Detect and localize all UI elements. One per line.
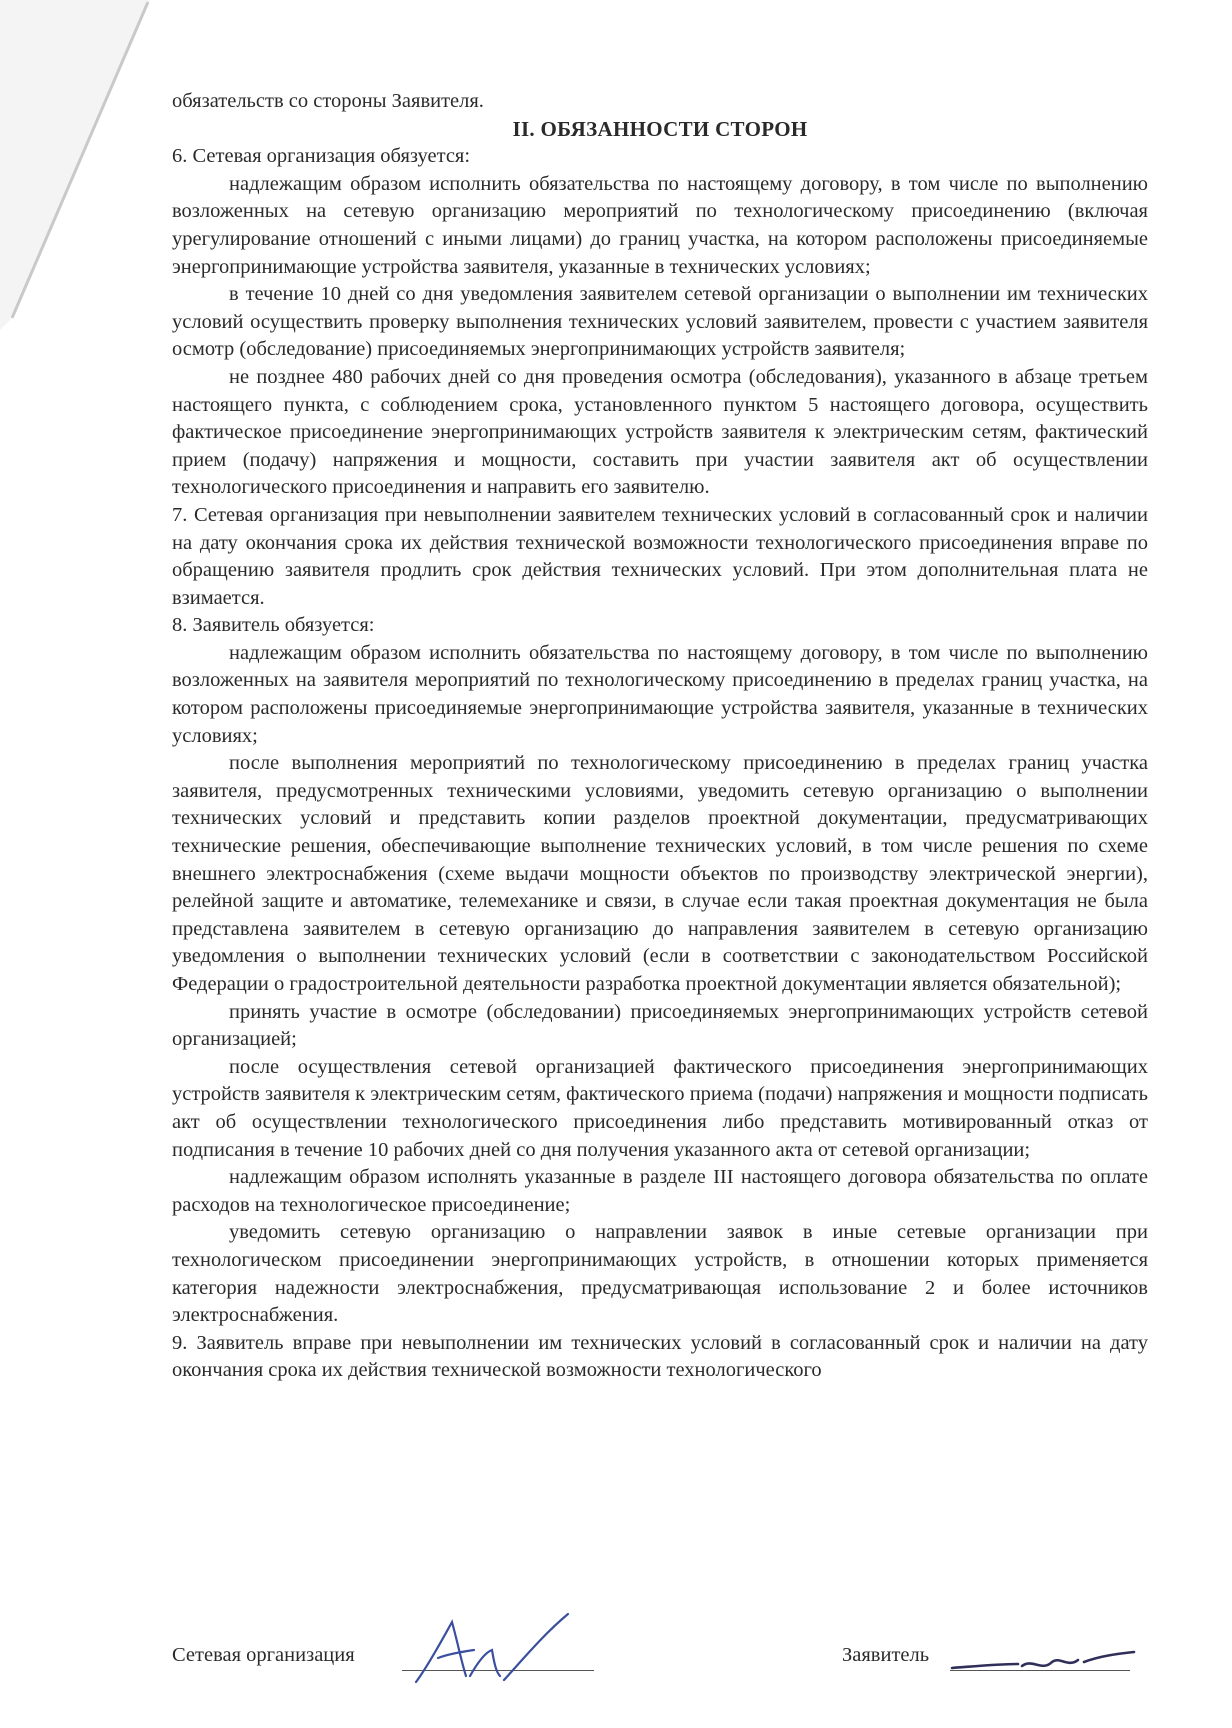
network-org-label: Сетевая организация <box>172 1644 355 1666</box>
scan-page-edge <box>0 0 160 330</box>
clause-8-paragraph-3: принять участие в осмотре (обследовании) присоединяемых энергопринимающих устройств сетевой организацией; <box>172 1000 1148 1051</box>
applicant-signature <box>948 1638 1138 1682</box>
applicant-signature-line <box>950 1670 1130 1671</box>
network-org-signature <box>408 1610 578 1690</box>
clause-6-paragraph-1: надлежащим образом исполнить обязательства по настоящему договору, в том числе по выполнению возложенных на сетевую организацию мероприятий по технологическому присоединению (включая урегулирование отношений с иными лицами) до границ участка, на котором расположены присоединяемые энергопринимающие устройства заявителя, указанные в технических условиях; <box>172 172 1148 278</box>
clause-9: 9. Заявитель вправе при невыполнении им технических условий в согласованный срок и наличии на дату окончания срока их действия технической возможности технологического <box>172 1331 1148 1382</box>
section-heading: II. ОБЯЗАННОСТИ СТОРОН <box>512 116 808 141</box>
applicant-label: Заявитель <box>842 1644 930 1666</box>
clause-8-paragraph-4: после осуществления сетевой организацией фактического присоединения энергопринимающих устройств заявителя к электрическим сетям, фактического приема (подачи) напряжения и мощности подписать акт об осуществлении технологического присоединения либо представить мотивированный отказ от подписания в течение 10 рабочих дней со дня получения указанного акта от сетевой организации; <box>172 1055 1148 1161</box>
clause-6-title: 6. Сетевая организация обязуется: <box>172 145 471 168</box>
document-body <box>172 88 1148 1385</box>
clause-6-paragraph-3: не позднее 480 рабочих дней со дня проведения осмотра (обследования), указанного в абзаце третьем настоящего пункта, с соблюдением срока, установленного пунктом 5 настоящего договора, осуществить фактическое присоединение энергопринимающих устройств заявителя к электрическим сетям, фактический прием (подачу) напряжения и мощности, составить при участии заявителя акт об осуществлении технологического присоединения и направить его заявителю. <box>172 365 1148 499</box>
clause-8-paragraph-6: уведомить сетевую организацию о направлении заявок в иные сетевые организации при технологическом присоединении энергопринимающих устройств, в отношении которых применяется категория надежности электроснабжения, предусматривающая использование 2 и более источников электроснабжения. <box>172 1221 1148 1327</box>
clause-6-paragraph-2: в течение 10 дней со дня уведомления заявителем сетевой организации о выполнении им технических условий осуществить проверку выполнения технических условий заявителем, провести с участием заявителя осмотр (обследование) присоединяемых энергопринимающих устройств заявителя; <box>172 283 1148 361</box>
clause-8-title: 8. Заявитель обязуется: <box>172 614 375 637</box>
continuation-line: обязательств со стороны Заявителя. <box>172 90 484 112</box>
clause-8-paragraph-5: надлежащим образом исполнять указанные в разделе III настоящего договора обязательства по оплате расходов на технологическое присоединение; <box>172 1166 1148 1216</box>
clause-8-paragraph-2: после выполнения мероприятий по технологическому присоединению в пределах границ участка заявителя, предусмотренных техническими условиями, уведомить сетевую организацию о выполнении технических условий и представить копии разделов проектной документации, предусматривающих технические решения, обеспечивающие выполнение технических условий, в том числе решения по схеме внешнего электроснабжения (схеме выдачи мощности объектов по производству электрической энергии), релейной защите и автоматике, телемеханике и связи, в случае если такая проектная документация не была представлена заявителем в сетевую организацию до направления заявителем в сетевую организацию уведомления о выполнении технических условий (если в соответствии с законодательством Российской Федерации о градостроительной деятельности разработка проектной документации является обязательной); <box>172 752 1148 995</box>
signature-footer <box>172 1632 1152 1688</box>
clause-8-paragraph-1: надлежащим образом исполнить обязательства по настоящему договору, в том числе по выполнению возложенных на заявителя мероприятий по технологическому присоединению в пределах границ участка, на котором расположены присоединяемые энергопринимающие устройства заявителя, указанные в технических условиях; <box>172 641 1148 747</box>
network-org-signature-line <box>402 1670 594 1671</box>
clause-7: 7. Сетевая организация при невыполнении заявителем технических условий в согласованный срок и наличии на дату окончания срока их действия технической возможности технологического присоединения вправе по обращению заявителя продлить срок действия технических условий. При этом дополнительная плата не взимается. <box>172 503 1148 609</box>
